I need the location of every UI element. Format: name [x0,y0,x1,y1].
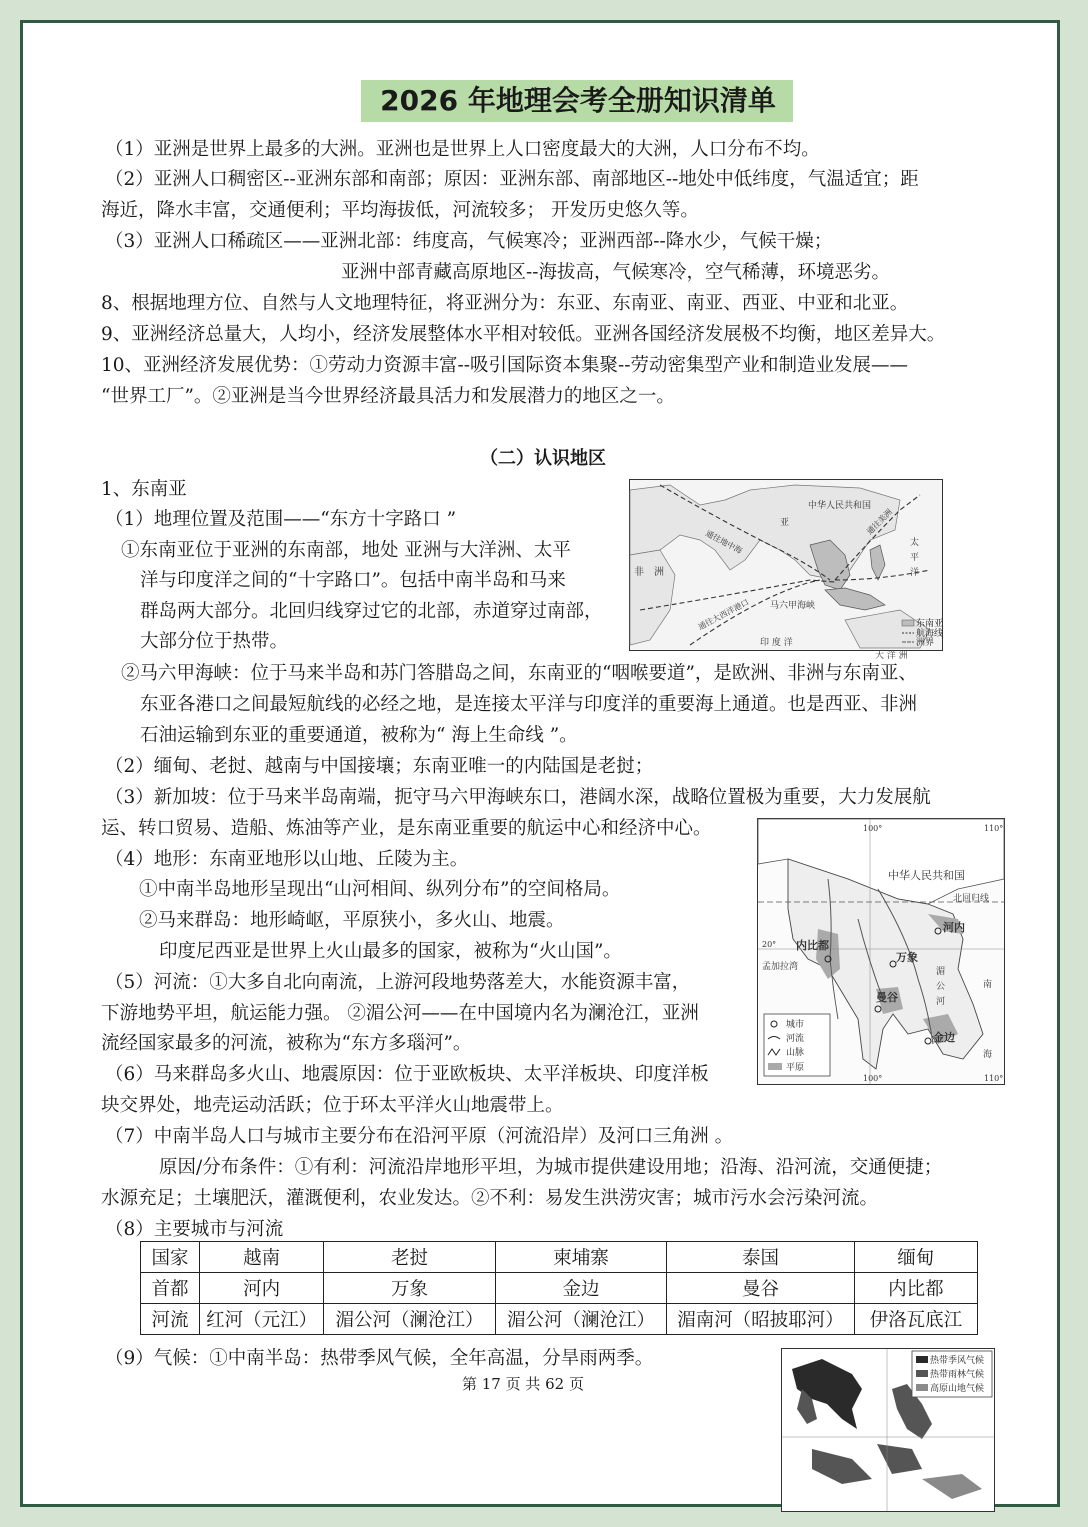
text-line: 9、亚洲经济总量大，人均小，经济发展整体水平相对较低。亚洲各国经济发展极不均衡，地区差异大。 [101,324,946,345]
table-row-header: 首都 [141,1273,200,1304]
map2-longitude-label: 110° [984,1074,1004,1083]
map2-latitude-label: 20° [762,940,777,949]
map1-route-label: 通往地中海 [704,528,744,556]
table-cell: 老挝 [324,1242,495,1273]
map1-malacca-label: 马六甲海峡 [770,601,816,611]
map2-southsea-label: 南 [983,980,993,990]
text-line: 下游地势平坦，航运能力强。 ②湄公河——在中国境内名为澜沧江，亚洲 [101,1003,699,1024]
map2-mekong-label: 公 [936,982,946,992]
table-cell: 湄公河（澜沧江） [324,1304,495,1335]
map2-longitude-label: 100° [863,1074,883,1083]
indochina-peninsula-map [757,818,1005,1085]
table-row [141,1273,978,1304]
map2-city-bangkok: 曼谷 [876,991,898,1004]
text-line: ②马六甲海峡：位于马来半岛和苏门答腊岛之间，东南亚的“咽喉要道”，是欧洲、非洲与东南亚、 [121,663,917,684]
text-line: 块交界处，地壳运动活跃；位于环太平洋火山地震带上。 [101,1095,564,1116]
text-line: （1）亚洲是世界上最多的大洲。亚洲也是世界上人口密度最大的大洲，人口分布不均。 [105,139,820,160]
legend-label: 洲界 [916,638,935,648]
location-map-svg [630,480,944,661]
text-line: ①东南亚位于亚洲的东南部，地处 亚洲与大洋洲、太平 [121,540,571,561]
legend-label: 热带季风气候 [930,1356,985,1366]
page-title: 2026 年地理会考全册知识清单 [380,84,776,117]
text-line: 大部分位于热带。 [140,631,289,652]
text-line: 亚洲中部青藏高原地区--海拔高，气候寒冷，空气稀薄，环境恶劣。 [341,262,891,283]
legend-label: 山脉 [786,1048,805,1058]
legend-label: 平原 [786,1063,805,1073]
text-line: 石油运输到东亚的重要通道，被称为“ 海上生命线 ”。 [140,725,578,746]
map1-route-label: 通往大西洋港口 [696,597,751,632]
table-row-header: 国家 [141,1242,200,1273]
table-cell: 金边 [495,1273,666,1304]
table-cell: 万象 [324,1273,495,1304]
text-line: 10、亚洲经济发展优势：①劳动力资源丰富--吸引国际资本集聚--劳动密集型产业和制造业发展—— [101,355,909,376]
legend-label: 河流 [786,1034,805,1044]
indochina-map-svg [758,819,1004,1084]
table-cell: 伊洛瓦底江 [854,1304,977,1335]
text-line: 流经国家最多的河流，被称为“东方多瑙河”。 [101,1033,472,1054]
map1-pacific-label: 平 [910,553,920,563]
text-line: 海近，降水丰富，交通便利；平均海拔低，河流较多； 开发历史悠久等。 [101,200,699,221]
text-line: ②马来群岛：地形崎岖，平原狭小，多火山、地震。 [139,910,565,931]
legend-label: 城市 [786,1020,805,1030]
table-cell: 内比都 [854,1273,977,1304]
text-line: （3）亚洲人口稀疏区——亚洲北部：纬度高，气候寒冷；亚洲西部--降水少，气候干燥； [105,231,833,252]
table-cell: 曼谷 [667,1273,855,1304]
page-footer: 第 17 页 共 62 页 [461,1375,584,1393]
map2-bengal-label: 孟加拉湾 [762,962,799,972]
text-line: 印度尼西亚是世界上火山最多的国家，被称为“火山国”。 [159,941,622,962]
text-line: （2）亚洲人口稠密区--亚洲东部和南部；原因：亚洲东部、南部地区--地处中低纬度，气温适宜；距 [105,169,919,190]
legend-label: 高原山地气候 [930,1384,985,1394]
map2-longitude-label: 100° [863,824,883,833]
table-row [141,1242,978,1273]
table-cell: 越南 [199,1242,323,1273]
table-cell: 湄南河（昭披耶河） [667,1304,855,1335]
legend-label: 热带雨林气候 [930,1370,985,1380]
table-cell: 泰国 [667,1242,855,1273]
map1-route-label: 通往美洲 [865,507,895,537]
map1-oceania-label: 大 洋 洲 [875,651,908,661]
table-cell: 红河（元江） [199,1304,323,1335]
text-line: 原因/分布条件：①有利：河流沿岸地形平坦，为城市提供建设用地；沿海、沿河流，交通便捷； [159,1157,943,1178]
legend-label: 航海线 [916,629,944,639]
map2-legend [764,1014,830,1076]
map1-china-label: 中华人民共和国 [808,501,872,511]
text-line: 运、转口贸易、造船、炼油等产业，是东南亚重要的航运中心和经济中心。 [101,818,712,839]
legend-swatch [902,620,914,626]
text-line: （9）气候：①中南半岛：热带季风气候，全年高温，分旱雨两季。 [105,1348,654,1369]
text-line: （7）中南半岛人口与城市主要分布在沿河平原（河流沿岸）及河口三角洲 。 [105,1126,734,1147]
legend-swatch [916,1356,928,1363]
text-line: 8、根据地理方位、自然与人文地理特征，将亚洲分为：东亚、东南亚、南亚、西亚、中亚和北亚。 [101,293,909,314]
map2-china-label: 中华人民共和国 [888,869,965,882]
map2-southsea-label: 海 [983,1050,993,1060]
map2-city-vientiane: 万象 [896,951,918,964]
city-river-table [140,1241,978,1335]
text-line: （2）缅甸、老挝、越南与中国接壤；东南亚唯一的内陆国是老挝； [105,756,654,777]
table-row [141,1304,978,1335]
section-heading: （二）认识地区 [480,448,606,469]
table-cell: 湄公河（澜沧江） [495,1304,666,1335]
southeast-asia-location-map [629,479,944,661]
map1-asia-label: 亚 [780,518,790,528]
text-line: （3）新加坡：位于马来半岛南端，扼守马六甲海峡东口，港阔水深，战略位置极为重要，大力发展航 [105,787,931,808]
text-line: ①中南半岛地形呈现出“山河相间、纵列分布”的空间格局。 [139,879,621,900]
map2-city-hanoi: 河内 [943,921,965,934]
table-row-header: 河流 [141,1304,200,1335]
map1-pacific-label: 洋 [910,568,920,578]
map1-africa-label: 非 [634,567,644,578]
map2-tropic-label: 北回归线 [953,894,990,904]
legend-swatch [768,1063,782,1070]
text-line: （1）地理位置及范围——“东方十字路口 ” [105,509,457,530]
text-line: 群岛两大部分。北回归线穿过它的北部，赤道穿过南部， [140,601,603,622]
text-line: 水源充足；土壤肥沃，灌溉便利，农业发达。②不利：易发生洪涝灾害；城市污水会污染河流。 [101,1188,879,1209]
map1-indian-ocean-label: 印 度 洋 [760,638,793,648]
text-line: （4）地形：东南亚地形以山地、丘陵为主。 [105,849,469,870]
map2-mekong-label: 河 [936,997,946,1007]
map2-mekong-label: 湄 [936,967,946,977]
map1-pacific-label: 太 [910,538,920,548]
text-line: 东亚各港口之间最短航线的必经之地，是连接太平洋与印度洋的重要海上通道。也是西亚、非洲 [140,694,918,715]
table-cell: 柬埔寨 [495,1242,666,1273]
table-cell: 缅甸 [854,1242,977,1273]
map1-africa-label: 洲 [654,567,664,578]
text-line: “世界工厂”。②亚洲是当今世界经济最具活力和发展潜力的地区之一。 [101,386,675,407]
text-line: （5）河流：①大多自北向南流，上游河段地势落差大，水能资源丰富， [105,972,691,993]
text-line: （6）马来群岛多火山、地震原因：位于亚欧板块、太平洋板块、印度洋板 [105,1064,709,1085]
table-cell: 河内 [199,1273,323,1304]
map2-longitude-label: 110° [984,824,1004,833]
map2-city-naypyidaw: 内比都 [796,939,829,952]
text-line: （8）主要城市与河流 [105,1219,284,1240]
map2-city-phnompenh: 金边 [933,1031,955,1044]
text-line: 1、东南亚 [101,479,187,500]
legend-label: 东南亚 [916,619,944,629]
text-line: 洋与印度洋之间的“十字路口”。包括中南半岛和马来 [140,570,566,591]
document-page [20,20,1060,1507]
